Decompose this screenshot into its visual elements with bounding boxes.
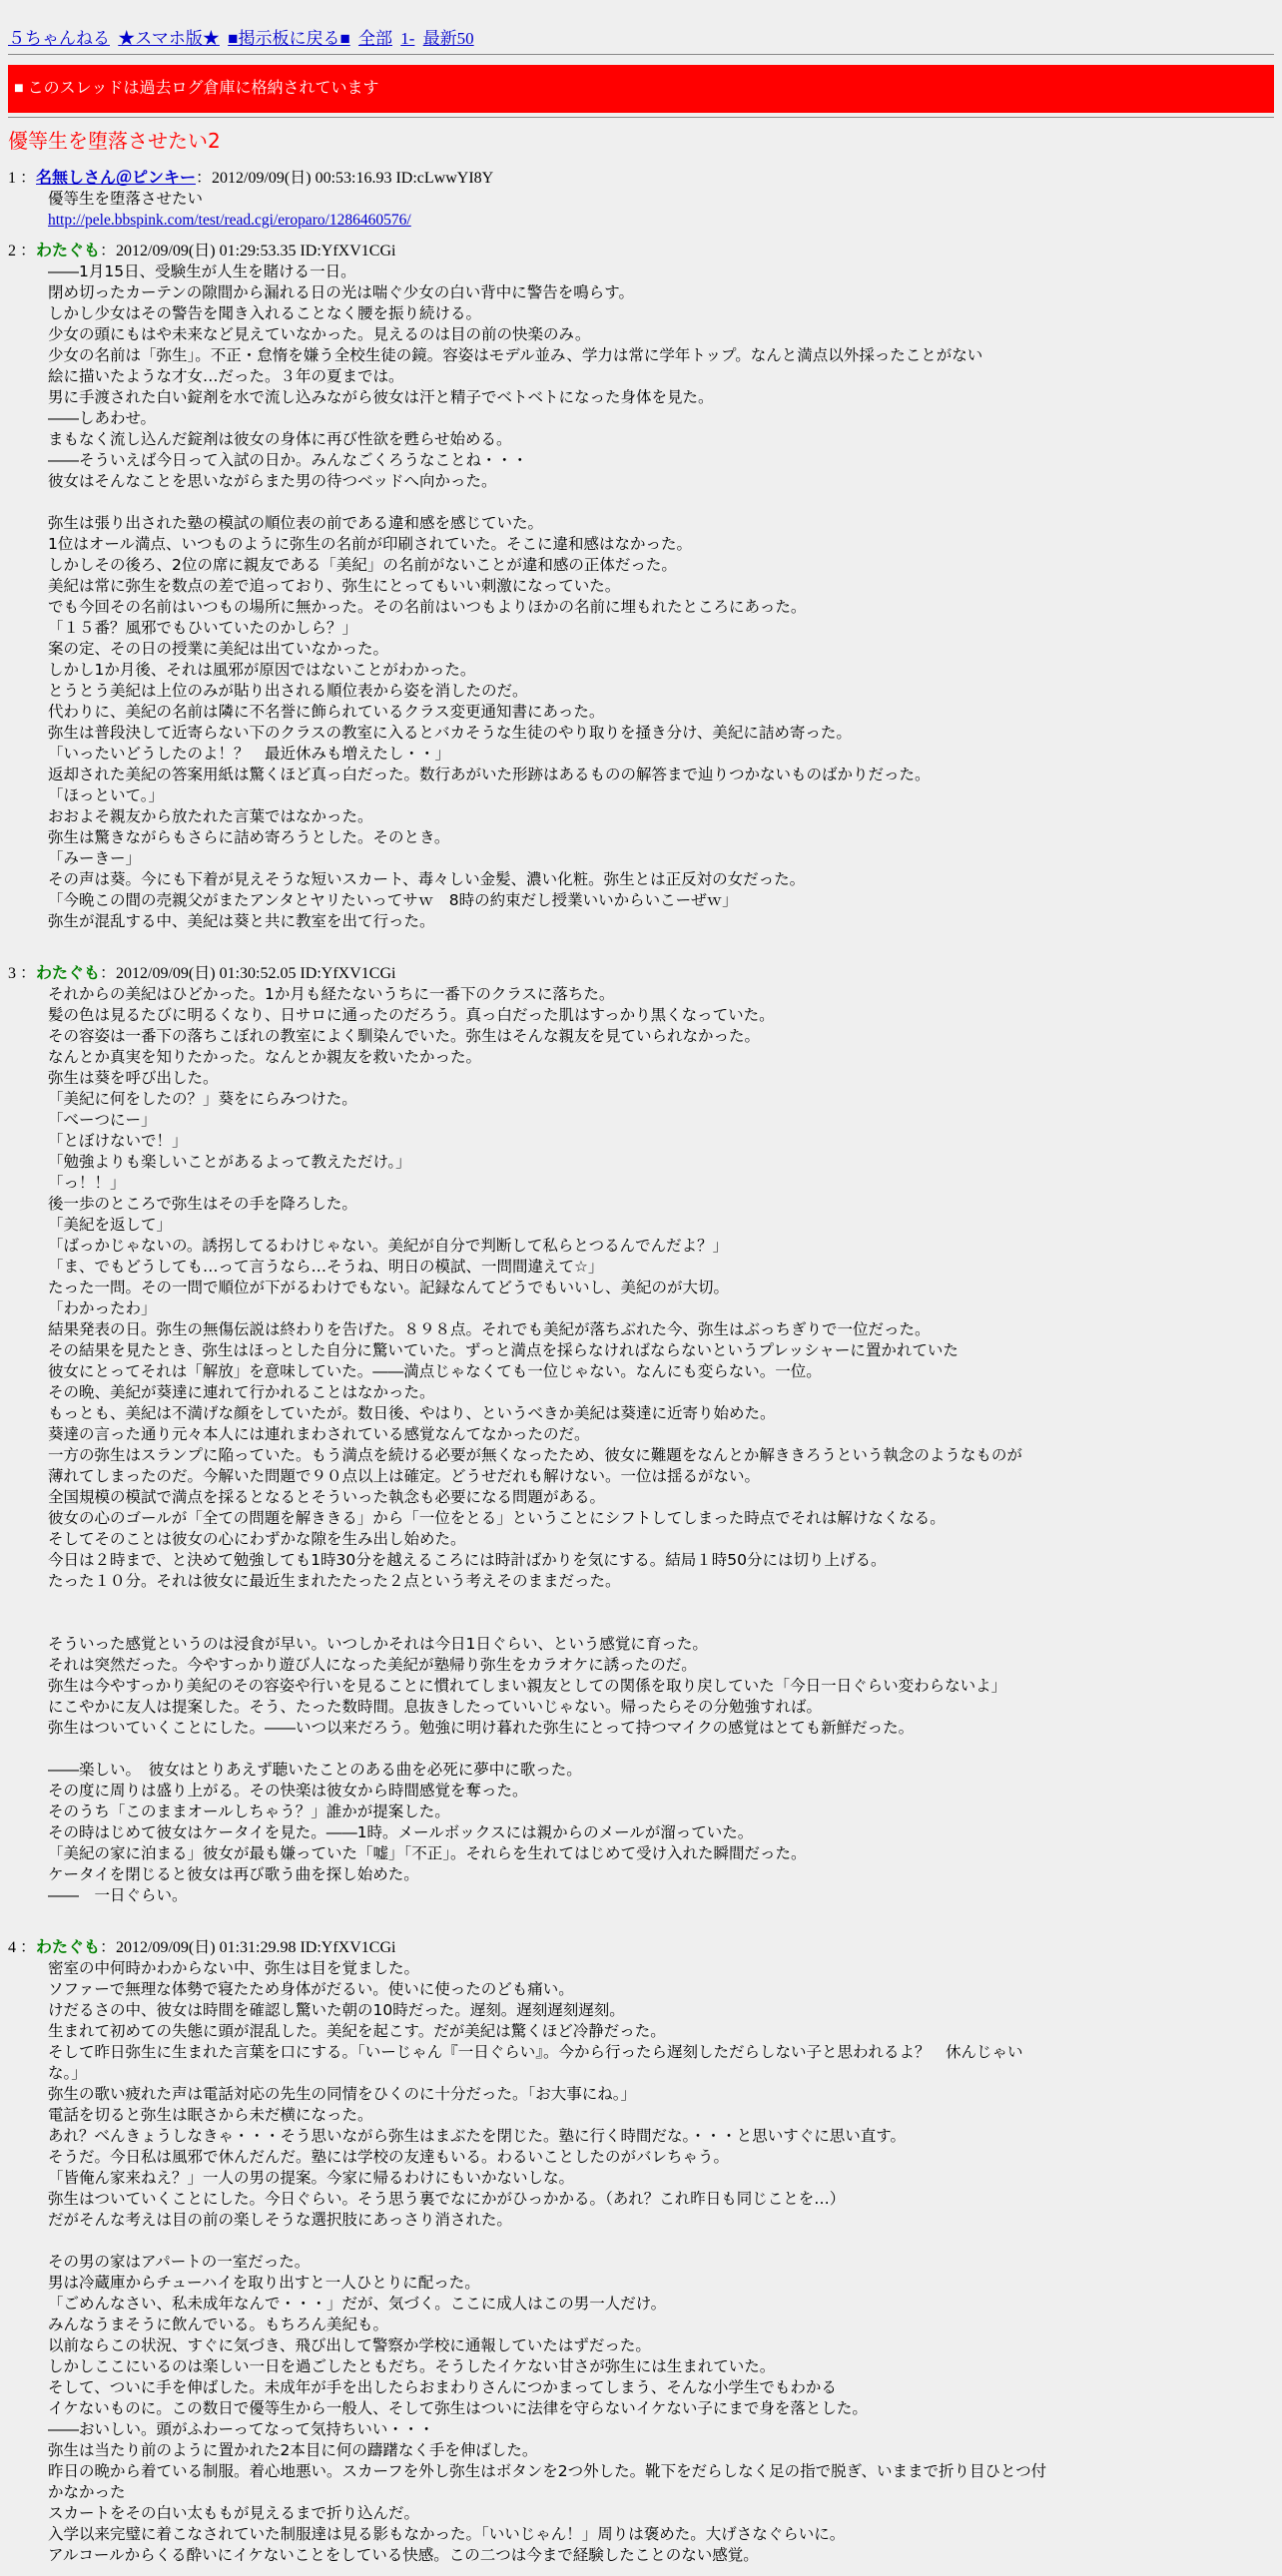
nav-latest-link[interactable]: 最新50 xyxy=(422,29,474,48)
post-info: ：2012/09/09(日) 01:30:52.05 ID:YfXV1CGi xyxy=(100,965,396,982)
post-number: 1 xyxy=(8,170,16,187)
post-number: 3 xyxy=(8,965,16,982)
nav-all-link[interactable]: 全部 xyxy=(357,29,392,48)
nav-mobile-link[interactable]: ★スマホ版★ xyxy=(118,29,220,48)
poster-name: わたぐも xyxy=(36,243,101,259)
post-header: 1 ：名無しさん＠ピンキー：2012/09/09(日) 00:53:16.93 ID:cLwwYI8Y xyxy=(8,170,494,187)
post-body xyxy=(48,189,1086,231)
post-info: ：2012/09/09(日) 01:31:29.98 ID:YfXV1CGi xyxy=(100,1939,396,1956)
nav-board-link[interactable]: ５ちゃんねる xyxy=(8,29,110,48)
divider xyxy=(8,54,1274,55)
post-text: 優等生を堕落させたい xyxy=(48,190,204,208)
archive-banner: ■ このスレッドは過去ログ倉庫に格納されています xyxy=(8,65,1274,113)
post-body: それからの美紀はひどかった。1か月も経たないうちに一番下のクラスに落ちた。 髪の色は見るたびに明るくなり、日サロに通ったのだろう。真っ白だった肌はすっかり黒くなっていた。 その容姿は一番下の落ちこぼれの教室によく馴染んでいた。弥生はそんな親友を見ていられなかった。 なんとか真実を知りたかった。なんとか親友を救いたかった。 弥生は葵を呼び出した。 「美紀に何をしたの？」葵をにらみつけた。 「べーつにー」 「とぼけないで！」 「勉強よりも楽しいことがあるよって教えただけ。」 「っ！！」 後一歩のところで弥生はその手を降ろした。 「美紀を返して」 「ばっかじゃないの。誘拐してるわけじゃない。美紀が自分で判断して私らとつるんでんだよ？」 「ま、でもどうしても…って言うなら…そうね、明日の模試、一問間違えて☆」 たった一問。その一問で順位が下がるわけでもない。記録なんてどうでもいいし、美紀のが大切。 「わかったわ」 結果発表の日。弥生の無傷伝説は終わりを告げた。８９８点。それでも美紀が落ちぶれた今、弥生はぶっちぎりで一位だった。 その結果を見たとき、弥生はほっとした自分に驚いていた。ずっと満点を採らなければならないというプレッシャーに置かれていた 彼女にとってそれは「解放」を意味していた。――満点じゃなくても一位じゃない。なんにも変らない。一位。 その晩、美紀が葵達に連れて行かれることはなかった。 もっとも、美紀は不満げな顔をしていたが。数日後、やはり、というべきか美紀は葵達に近寄り始めた。 葵達の言った通り元々本人には連れまわされている感覚なんてなかったのだ。 一方の弥生はスランプに陥っていた。もう満点を続ける必要が無くなったため、彼女に難題をなんとか解ききろうという執念のようなものが 薄れてしまったのだ。今解いた問題で９０点以上は確定。どうせだれも解けない。一位は揺るがない。 全国規模の模試で満点を採るとなるとそういった執念も必要になる問題がある。 彼女の心のゴールが「全ての問題を解ききる」から「一位をとる」ということにシフトしてしまった時点でそれは解けなくなる。 そしてそのことは彼女の心にわずかな隙を生み出し始めた。 今日は２時まで、と決めて勉強しても1時30分を越えるころには時計ばかりを気にする。結局１時50分には切り上げる。 たった１０分。それは彼女に最近生まれたたった２点という考えそのままだった。 そういった感覚というのは浸食が早い。いつしかそれは今日1日ぐらい、という感覚に育った。 それは突然だった。今やすっかり遊び人になった美紀が塾帰り弥生をカラオケに誘ったのだ。 弥生は今やすっかり美紀のその容姿や行いを見ることに慣れてしまい親友としての関係を取り戻していた「今日一日ぐらい変わらないよ」 にこやかに友人は提案した。そう、たった数時間。息抜きしたっていいじゃない。帰ったらその分勉強すれば。 弥生はついていくことにした。――いつ以来だろう。勉強に明け暮れた弥生にとって持つマイクの感覚はとても新鮮だった。 ――楽しい。 彼女はとりあえず聴いたことのある曲を必死に夢中に歌った。 その度に周りは盛り上がる。その快楽は彼女から時間感覚を奪った。 そのうち「このままオールしちゃう？」誰かが提案した。 その時はじめて彼女はケータイを見た。――1時。メールボックスには親からのメールが溜っていた。 「美紀の家に泊まる」彼女が最も嫌っていた「嘘」「不正」。それらを生れてはじめて受け入れた瞬間だった。 ケータイを閉じると彼女は再び歌う曲を探し始めた。 ―― 一日ぐらい。 xyxy=(48,985,1022,1904)
post-header: 4 ：わたぐも：2012/09/09(日) 01:31:29.98 ID:YfXV1CGi xyxy=(8,1939,396,1956)
post-header: 2 ：わたぐも：2012/09/09(日) 01:29:53.35 ID:YfXV1CGi xyxy=(8,243,396,259)
post-info: ：2012/09/09(日) 00:53:16.93 ID:cLwwYI8Y xyxy=(196,170,494,187)
top-nav xyxy=(8,28,1274,50)
divider xyxy=(8,117,1274,118)
post-1 xyxy=(8,168,1274,231)
thread-link[interactable]: http://pele.bbspink.com/test/read.cgi/eroparo/1286460576/ xyxy=(48,212,411,229)
post-number: 4 xyxy=(8,1939,16,1956)
poster-name-link[interactable]: 名無しさん＠ピンキー xyxy=(36,170,197,187)
nav-back-link[interactable]: ■掲示板に戻る■ xyxy=(228,29,350,48)
post-number: 2 xyxy=(8,243,16,259)
post-2 xyxy=(8,241,1274,932)
post-body: 密室の中何時かわからない中、弥生は目を覚ました。 ソファーで無理な体勢で寝たため身体がだるい。使いに使ったのども痛い。 けだるさの中、彼女は時間を確認し驚いた朝の10時だった。遅刻。遅刻遅刻遅刻。 生まれて初めての失態に頭が混乱した。美紀を起こす。だが美紀は驚くほど冷静だった。 そして昨日弥生に生まれた言葉を口にする。「いーじゃん『一日ぐらい』。今から行ったら遅刻しただらしない子と思われるよ？ 休んじゃい な。」 弥生の歌い疲れた声は電話対応の先生の同情をひくのに十分だった。「お大事にね。」 電話を切ると弥生は眠さから未だ横になった。 あれ？べんきょうしなきゃ・・・そう思いながら弥生はまぶたを閉じた。塾に行く時間だな。・・・と思いすぐに思い直す。 そうだ。今日私は風邪で休んだんだ。塾には学校の友達もいる。わるいことしたのがバレちゃう。 「皆俺ん家来ねえ？」一人の男の提案。今家に帰るわけにもいかないしな。 弥生はついていくことにした。今日ぐらい。そう思う裏でなにかがひっかかる。（あれ？これ昨日も同じことを…） だがそんな考えは目の前の楽しそうな選択肢にあっさり消された。 その男の家はアパートの一室だった。 男は冷蔵庫からチューハイを取り出すと一人ひとりに配った。 「ごめんなさい、私未成年なんで・・・」だが、気づく。ここに成人はこの男一人だけ。 みんなうまそうに飲んでいる。もちろん美紀も。 以前ならこの状況、すぐに気づき、飛び出して警察か学校に通報していたはずだった。 しかしここにいるのは楽しい一日を過ごしたともだち。そうしたイケない甘さが弥生には生まれていた。 そして、ついに手を伸ばした。未成年が手を出したらおまわりさんにつかまってしまう、そんな小学生でもわかる イケないものに。この数日で優等生から一般人、そして弥生はついに法律を守らないイケない子にまで身を落とした。 ――おいしい。頭がふわーってなって気持ちいい・・・ 弥生は当たり前のように置かれた2本目に何の躊躇なく手を伸ばした。 昨日の晩から着ている制服。着心地悪い。スカーフを外し弥生はボタンを2つ外した。靴下をだらしなく足の指で脱ぎ、いままで折り目ひとつ付 かなかった スカートをその白い太ももが見えるまで折り込んだ。 入学以来完璧に着こなされていた制服達は見る影もなかった。「いいじゃん！」周りは褒めた。大げさなぐらいに。 アルコールからくる酔いにイケないことをしている快感。この二つは今まで経験したことのない感覚。 xyxy=(48,1959,1047,2564)
post-3 xyxy=(8,963,1274,1906)
post-info: ：2012/09/09(日) 01:29:53.35 ID:YfXV1CGi xyxy=(100,243,396,259)
poster-name: わたぐも xyxy=(36,1939,101,1956)
nav-first-link[interactable]: 1- xyxy=(400,29,415,48)
thread-title: 優等生を堕落させたい2 xyxy=(8,129,221,153)
poster-name: わたぐも xyxy=(36,965,101,982)
post-header: 3 ：わたぐも：2012/09/09(日) 01:30:52.05 ID:YfXV1CGi xyxy=(8,965,396,982)
post-4 xyxy=(8,1937,1274,2566)
post-body: ――1月15日、受験生が人生を賭ける一日。 閉め切ったカーテンの隙間から漏れる日の光は喘ぐ少女の白い背中に警告を鳴らす。 しかし少女はその警告を聞き入れることなく腰を振り続ける。 少女の頭にもはや未来など見えていなかった。見えるのは目の前の快楽のみ。 少女の名前は「弥生」。不正・怠惰を嫌う全校生徒の鏡。容姿はモデル並み、学力は常に学年トップ。なんと満点以外採ったことがない 絵に描いたような才女…だった。３年の夏までは。 男に手渡された白い錠剤を水で流し込みながら彼女は汗と精子でベトベトになった身体を見た。 ――しあわせ。 まもなく流し込んだ錠剤は彼女の身体に再び性欲を甦らせ始める。 ――そういえば今日って入試の日か。みんなごくろうなことね・・・ 彼女はそんなことを思いながらまた男の待つベッドへ向かった。 弥生は張り出された塾の模試の順位表の前である違和感を感じていた。 1位はオール満点、いつものように弥生の名前が印刷されていた。そこに違和感はなかった。 しかしその後ろ、2位の席に親友である「美紀」の名前がないことが違和感の正体だった。 美紀は常に弥生を数点の差で追っており、弥生にとってもいい刺激になっていた。 でも今回その名前はいつもの場所に無かった。その名前はいつもよりほかの名前に埋もれたところにあった。 「１５番？風邪でもひいていたのかしら？」 案の定、その日の授業に美紀は出ていなかった。 しかし1か月後、それは風邪が原因ではないことがわかった。 とうとう美紀は上位のみが貼り出される順位表から姿を消したのだ。 代わりに、美紀の名前は隣に不名誉に飾られているクラス変更通知書にあった。 弥生は普段決して近寄らない下のクラスの教室に入るとバカそうな生徒のやり取りを掻き分け、美紀に詰め寄った。 「いったいどうしたのよ！？ 最近休みも増えたし・・」 返却された美紀の答案用紙は驚くほど真っ白だった。数行あがいた形跡はあるものの解答まで辿りつかないものばかりだった。 「ほっといて。」 おおよそ親友から放たれた言葉ではなかった。 弥生は驚きながらもさらに詰め寄ろうとした。そのとき。 「みーきー」 その声は葵。今にも下着が見えそうな短いスカート、毒々しい金髪、濃い化粧。弥生とは正反対の女だった。 「今晩この間の売親父がまたアンタとヤリたいってサｗ 8時の約束だし授業いいからいこーぜｗ」 弥生が混乱する中、美紀は葵と共に教室を出て行った。 xyxy=(48,262,983,930)
